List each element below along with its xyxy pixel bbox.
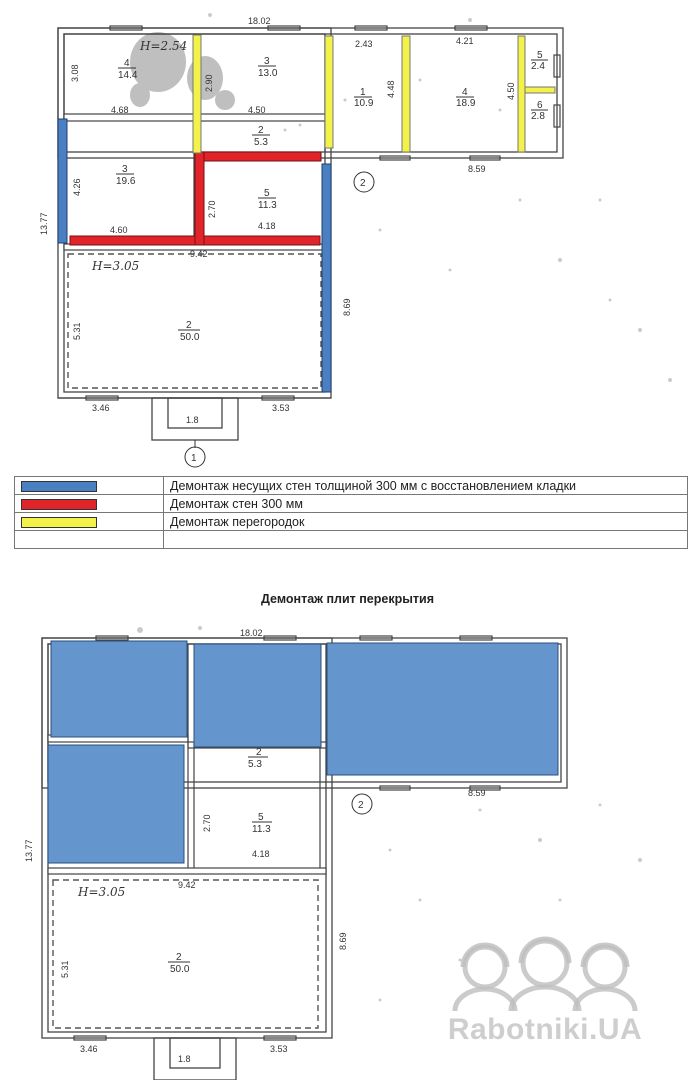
legend-text: Демонтаж несущих стен толщиной 300 мм с восстановлением кладки: [164, 477, 688, 495]
hall-outline: [53, 880, 318, 1028]
room-label: [456, 87, 476, 109]
svg-text:2: 2: [258, 125, 264, 136]
dim-5-31: 5.31: [72, 322, 82, 340]
dim-2-43: 2.43: [355, 39, 373, 49]
slab-area: [48, 745, 184, 863]
ceiling-height-lower: H=3.05: [92, 259, 140, 273]
dim-8-69: 8.69: [342, 298, 352, 316]
slab-demolition-areas: [48, 641, 558, 863]
dim-4-50-b: 4.50: [506, 82, 516, 100]
slab-area: [194, 644, 321, 747]
room-label: [531, 50, 548, 72]
dim-3-46: 3.46: [80, 1044, 98, 1054]
watermark: [415, 925, 675, 1065]
axis-1-label: 1: [191, 453, 197, 464]
dim-3-08: 3.08: [70, 64, 80, 82]
overall-length-label: 18.02: [240, 628, 263, 638]
partition-demolition-3: [402, 36, 410, 152]
ceiling-height-upper: H=2.54: [140, 39, 188, 53]
dim-9-42: 9.42: [178, 880, 196, 890]
dim-2-70: 2.70: [202, 814, 212, 832]
wall-300-demolition-vertical: [195, 152, 204, 245]
room-label: [116, 164, 136, 187]
legend-row: [15, 495, 688, 513]
watermark-text: Rabotniki.UA: [447, 1013, 643, 1046]
slab-area: [51, 641, 187, 737]
legend-swatch-yellow: [21, 517, 97, 528]
room-label: [252, 125, 270, 148]
room-label: [178, 320, 200, 343]
svg-text:3: 3: [122, 164, 128, 175]
dim-4-48: 4.48: [386, 80, 396, 98]
svg-text:2: 2: [256, 747, 262, 758]
svg-text:4: 4: [124, 58, 130, 69]
overall-width-label: 13.77: [39, 212, 49, 235]
dim-4-26: 4.26: [72, 178, 82, 196]
dim-4-21: 4.21: [456, 36, 474, 46]
dim-8-69: 8.69: [338, 932, 348, 950]
speckles: [208, 13, 672, 382]
axis-2-label: 2: [358, 800, 364, 811]
svg-text:4: 4: [462, 87, 468, 98]
room-label: [168, 952, 190, 975]
dim-2-70: 2.70: [207, 200, 217, 218]
dim-3-53: 3.53: [270, 1044, 288, 1054]
slab-area: [327, 643, 558, 775]
legend-swatch-cell: [15, 495, 164, 513]
room-label: [252, 812, 272, 835]
svg-text:50.0: 50.0: [170, 964, 190, 975]
legend-table: [14, 476, 688, 549]
room-label: [354, 87, 374, 109]
legend-row: [15, 477, 688, 495]
dim-4-68: 4.68: [111, 105, 129, 115]
svg-text:5.3: 5.3: [248, 759, 262, 770]
dim-8-59: 8.59: [468, 788, 486, 798]
partition-demolition-2: [325, 36, 333, 148]
legend-swatch-red: [21, 499, 97, 510]
svg-text:1: 1: [360, 87, 366, 98]
svg-text:2.8: 2.8: [531, 111, 545, 122]
svg-text:5: 5: [258, 812, 264, 823]
svg-text:5.3: 5.3: [254, 137, 268, 148]
room-label: [258, 188, 277, 211]
floor-plan-walls-drawing: [0, 0, 695, 470]
svg-text:5: 5: [537, 50, 543, 61]
axis-2-label: 2: [360, 178, 366, 189]
dim-5-31: 5.31: [60, 960, 70, 978]
legend-swatch-cell-empty: [15, 531, 164, 549]
svg-text:2.4: 2.4: [531, 61, 545, 72]
svg-text:11.3: 11.3: [252, 824, 271, 835]
dim-8-59: 8.59: [468, 164, 486, 174]
slab-demolition-title: Демонтаж плит перекрытия: [260, 592, 435, 606]
legend-row: [15, 531, 688, 549]
dim-9-42: 9.42: [190, 249, 208, 259]
dim-4-60: 4.60: [110, 225, 128, 235]
dim-4-18: 4.18: [252, 849, 270, 859]
legend-text: Демонтаж стен 300 мм: [164, 495, 688, 513]
bearing-wall-demolition-left: [58, 119, 67, 243]
dim-4-50: 4.50: [248, 105, 266, 115]
partition-demolition-4: [518, 36, 525, 152]
overall-length-label: 18.02: [248, 16, 271, 26]
svg-text:50.0: 50.0: [180, 332, 200, 343]
legend-swatch-blue: [21, 481, 97, 492]
legend-swatch-cell: [15, 477, 164, 495]
svg-text:11.3: 11.3: [258, 200, 277, 211]
legend-text: Демонтаж перегородок: [164, 513, 688, 531]
dim-4-18: 4.18: [258, 221, 276, 231]
dim-3-46: 3.46: [92, 403, 110, 413]
svg-text:13.0: 13.0: [258, 68, 278, 79]
legend-swatch-cell: [15, 513, 164, 531]
overall-width-label: 13.77: [24, 839, 34, 862]
legend-row: [15, 513, 688, 531]
svg-text:18.9: 18.9: [456, 98, 476, 109]
svg-text:6: 6: [537, 100, 543, 111]
partition-demolition-1: [193, 35, 201, 153]
svg-text:2: 2: [186, 320, 192, 331]
svg-text:5: 5: [264, 188, 270, 199]
dim-3-53: 3.53: [272, 403, 290, 413]
svg-text:10.9: 10.9: [354, 98, 374, 109]
svg-text:2: 2: [176, 952, 182, 963]
floor-plan-walls: [0, 0, 695, 470]
dim-1-8: 1.8: [186, 415, 199, 425]
svg-text:3: 3: [264, 56, 270, 67]
partition-demolition-5: [525, 87, 555, 93]
axis-markers: [352, 794, 372, 814]
hall-outline: [68, 254, 321, 388]
legend-text-empty: [164, 531, 688, 549]
room-label: [258, 56, 278, 79]
ceiling-height-lower: H=3.05: [78, 885, 126, 899]
dim-1-8: 1.8: [178, 1054, 191, 1064]
room-label: [531, 100, 548, 122]
svg-text:19.6: 19.6: [116, 176, 136, 187]
bearing-wall-demolition-right: [322, 164, 331, 392]
worker-helmets-icon: [415, 925, 675, 1015]
wall-300-demolition-top: [195, 152, 321, 161]
dim-2-90: 2.90: [204, 74, 214, 92]
svg-text:14.4: 14.4: [118, 70, 138, 81]
room-label: [248, 747, 268, 770]
